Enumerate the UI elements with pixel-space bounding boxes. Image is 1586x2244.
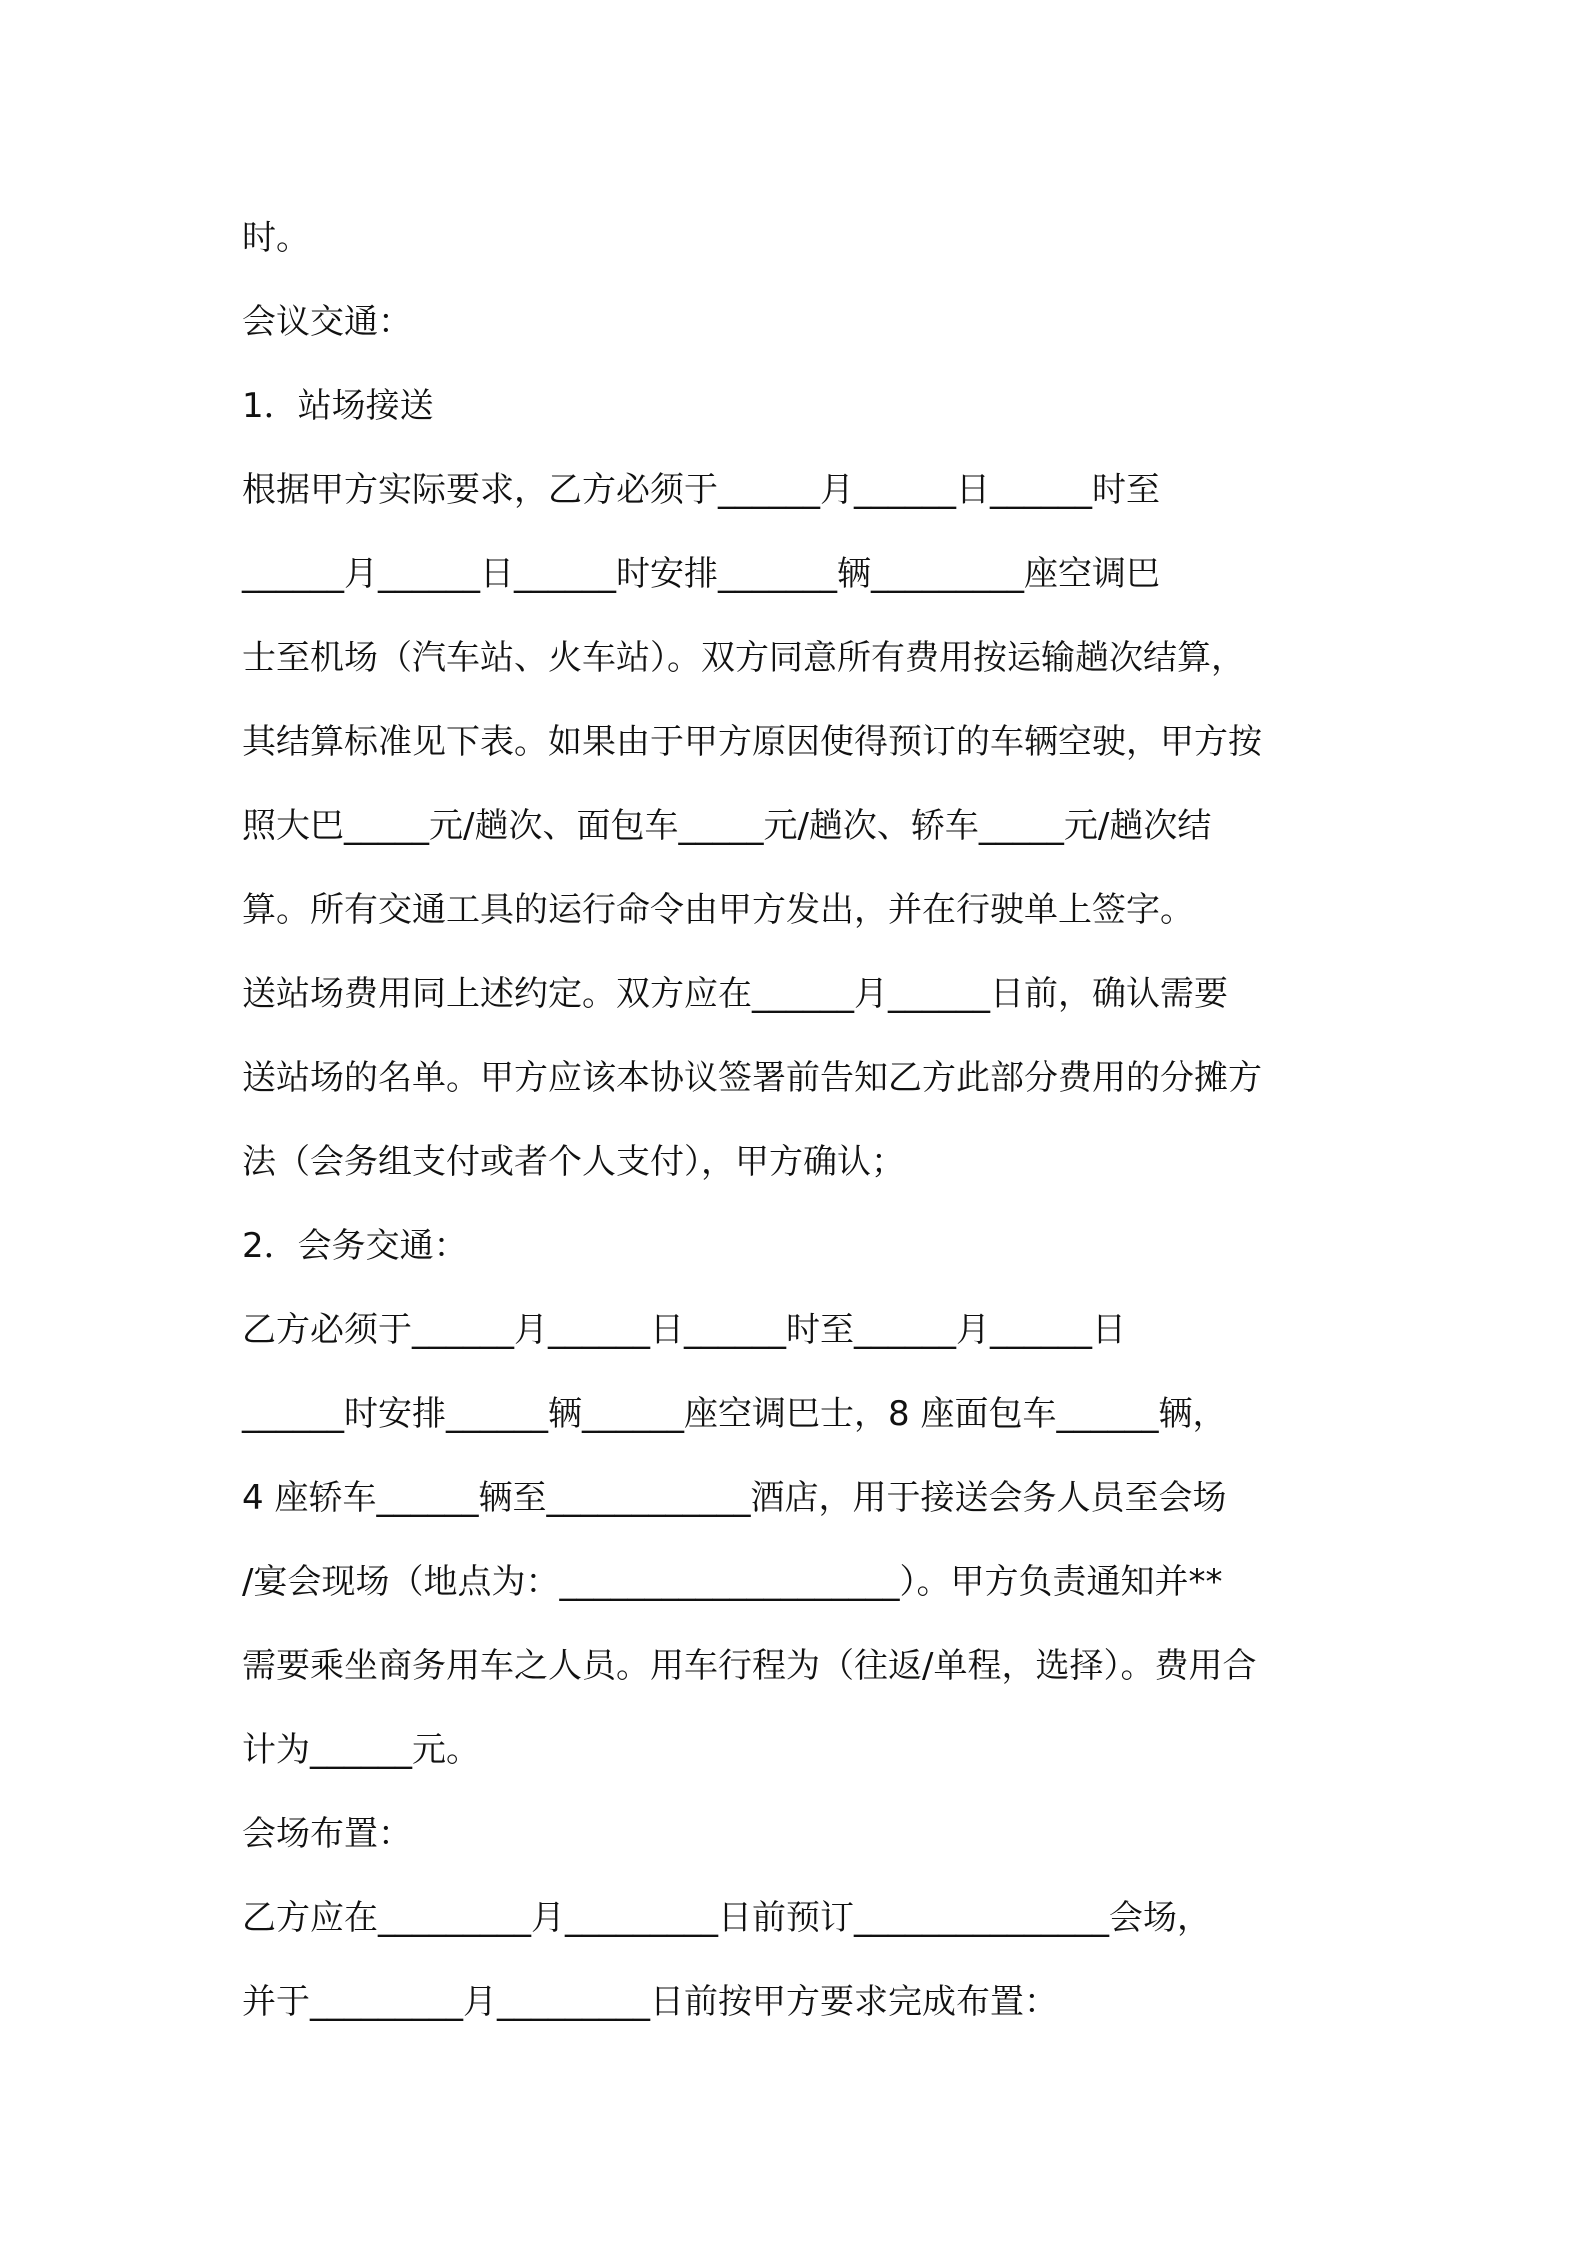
text-line: 4 座轿车______辆至____________酒店，用于接送会务人员至会场 — [242, 1478, 1227, 1518]
text-line: 算。所有交通工具的运行命令由甲方发出，并在行驶单上签字。 — [242, 890, 1194, 930]
text-line: 送站场费用同上述约定。双方应在______月______日前，确认需要 — [242, 974, 1228, 1014]
text-line: 士至机场（汽车站、火车站）。双方同意所有费用按运输趟次结算， — [242, 638, 1245, 678]
text-line: 乙方应在_________月_________日前预订_______________会场， — [242, 1898, 1211, 1938]
text-line: ______时安排______辆______座空调巴士，8 座面包车______辆， — [242, 1394, 1227, 1434]
section-heading-meeting-transport: 会议交通： — [242, 302, 412, 342]
text-line: 法（会务组支付或者个人支付），甲方确认； — [242, 1142, 905, 1182]
text-line: 其结算标准见下表。如果由于甲方原因使得预订的车辆空驶，甲方按 — [242, 722, 1262, 762]
section-heading-venue-setup: 会场布置： — [242, 1814, 412, 1854]
text-line: ______月______日______时安排_______辆_________座空调巴 — [242, 554, 1160, 594]
text-line: 乙方必须于______月______日______时至______月______日 — [242, 1310, 1126, 1350]
text-line: 需要乘坐商务用车之人员。用车行程为（往返/单程，选择）。费用合 — [242, 1646, 1257, 1686]
subheading-station-transfer: 1．站场接送 — [242, 386, 434, 426]
text-line: 时。 — [242, 218, 310, 258]
text-line: /宴会现场（地点为：____________________）。甲方负责通知并** — [242, 1562, 1223, 1602]
text-line: 送站场的名单。甲方应该本协议签署前告知乙方此部分费用的分摊方 — [242, 1058, 1262, 1098]
document-page — [242, 196, 1372, 2044]
text-line: 计为______元。 — [242, 1730, 480, 1770]
text-line: 根据甲方实际要求，乙方必须于______月______日______时至 — [242, 470, 1160, 510]
text-line: 并于_________月_________日前按甲方要求完成布置： — [242, 1982, 1058, 2022]
text-line: 照大巴_____元/趟次、面包车_____元/趟次、轿车_____元/趟次结 — [242, 806, 1212, 846]
subheading-conference-transport: 2．会务交通： — [242, 1226, 468, 1266]
